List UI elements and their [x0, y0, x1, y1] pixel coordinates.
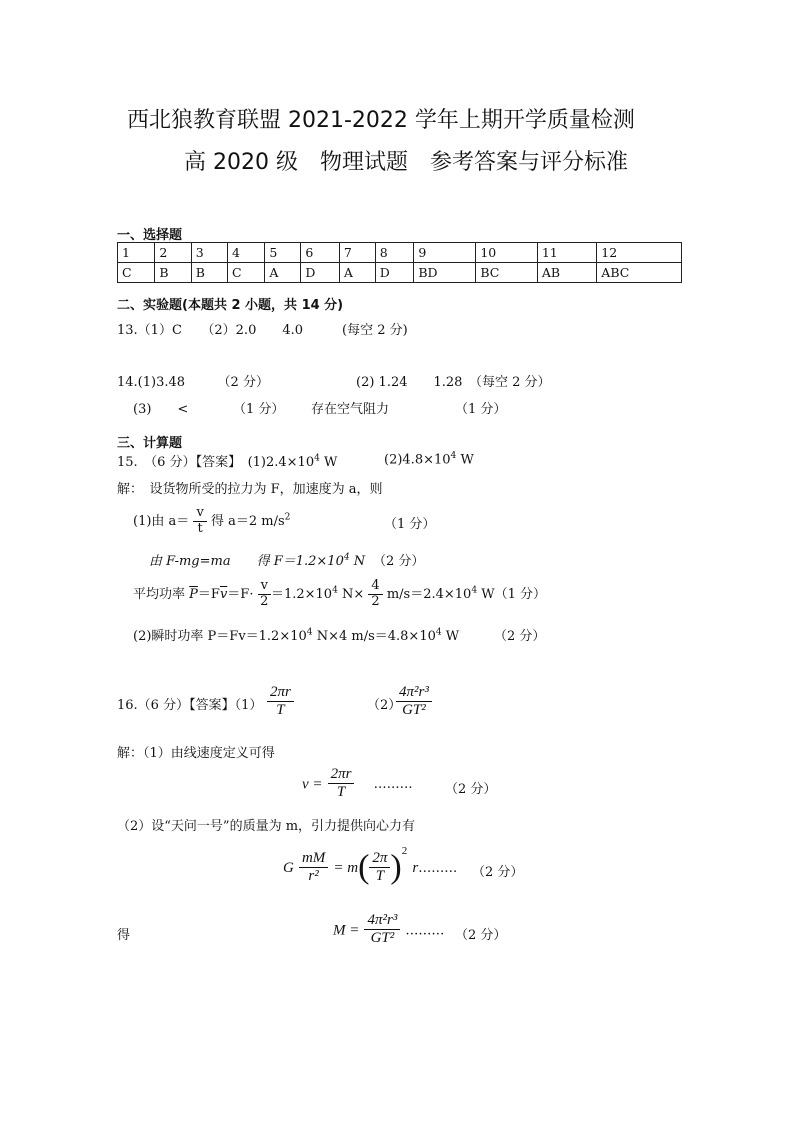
doc-title: 西北狼教育联盟 2021-2022 学年上期开学质量检测 — [127, 108, 635, 133]
q16-equation3: M = $\frac{\text{4π²r³}}{\text{GT²}}$ ……… — [333, 912, 445, 947]
table-cell: C — [228, 263, 265, 283]
table-cell: 12 — [597, 243, 682, 263]
q15-line1: (1)由 a＝ $\frac{v}{t}$ 得 a＝2 $m/s^2$ — [133, 505, 291, 536]
fraction: $\frac{2\pi r}{T}$ — [328, 766, 355, 802]
table-cell: BD — [414, 263, 476, 283]
table-cell: ABC — [597, 263, 682, 283]
table-cell: 1 — [118, 243, 155, 263]
q15-score2: （2 分） — [373, 554, 425, 569]
q14-reason: 存在空气阻力 — [311, 402, 390, 417]
q16-score3: （2 分） — [455, 928, 507, 943]
q16-answer-1 — [267, 684, 294, 720]
fraction: $\frac{2\pi r}{T}$ — [267, 684, 294, 720]
q16-de: 得 — [117, 928, 131, 943]
q13-answer: 13.（1）C （2）2.0 4.0 (每空 2 分) — [117, 323, 408, 338]
q15-line2: 由 F-mg=ma 得 $F=1.2\times 10^4$ N — [149, 552, 366, 569]
q16-answer: 16.（6 分）【答案】（1） — [117, 698, 263, 713]
table-cell: A — [265, 263, 301, 283]
section1-heading: 一、选择题 — [117, 228, 183, 243]
table-cell: A — [339, 263, 375, 283]
q14-score-d: （1 分） — [455, 402, 507, 417]
table-cell: 8 — [375, 243, 414, 263]
q15-answer-2: $(2)4.8\times 10^4$ W — [384, 451, 474, 468]
q16-equation1: v = $\frac{2\pi r}{T}$ ……… — [302, 766, 413, 801]
q14-answer-c: (3) < — [133, 402, 189, 417]
table-cell: D — [375, 263, 414, 283]
doc-subtitle: 高 2020 级 物理试题 参考答案与评分标准 — [184, 150, 628, 175]
q15-line4: (2)瞬时功率 $P=Fv=1.2\times 10^4$ N×4 $m/s=4.8\times 10^4$ W — [133, 627, 460, 644]
fraction: $\frac{v}{t}$ — [193, 506, 206, 537]
q15-score4: （2 分） — [494, 629, 546, 644]
q15-score1: （1 分） — [384, 517, 436, 532]
table-cell: 2 — [155, 243, 191, 263]
table-cell: 9 — [414, 243, 476, 263]
table-cell: 3 — [191, 243, 227, 263]
q15-line3: 平均功率 $\overline{P}=F\overline{v}=F\cdot$ $\frac{v}{2}$ $=1.2\times 10^4$ N× $\frac{4}{2}$ $m/s=2.4\times 10^4$ W（1 分） — [133, 578, 547, 609]
q15-answer: 15. （6 分）【答案】 $(1)2.4\times 10^4$ W — [117, 453, 338, 470]
q16-score1: （2 分） — [445, 782, 497, 797]
table-cell: 6 — [301, 243, 340, 263]
q15-intro: 解： 设货物所受的拉力为 F，加速度为 a，则 — [117, 482, 383, 497]
section2-heading: 二、实验题(本题共 2 小题，共 14 分) — [117, 298, 344, 313]
table-cell: B — [191, 263, 227, 283]
q16-equation2: G $\frac{mM}{\text{r²}}$ = m( $\frac{2\pi}{T}$ )$^2$ r……… — [283, 845, 458, 886]
table-cell: 10 — [476, 243, 537, 263]
fraction: $\frac{4}{2}$ — [368, 579, 382, 610]
table-cell: C — [118, 263, 155, 283]
table-cell: B — [155, 263, 191, 283]
fraction: $\frac{\text{4π²r³}}{\text{GT²}}$ — [396, 684, 432, 720]
fraction: $\frac{\text{4π²r³}}{\text{GT²}}$ — [364, 912, 400, 948]
table-row — [118, 243, 682, 263]
table-cell: 4 — [228, 243, 265, 263]
q16-score2: （2 分） — [472, 865, 524, 880]
q14-answer-a: 14.(1)3.48 （2 分） — [117, 375, 269, 390]
fraction: $\frac{v}{2}$ — [258, 579, 271, 610]
table-cell: 7 — [339, 243, 375, 263]
q16-answer-2 — [396, 684, 432, 720]
table-cell: AB — [537, 263, 596, 283]
q16-label-2: （2） — [367, 698, 402, 713]
answer-table — [117, 242, 682, 283]
table-cell: BC — [476, 263, 537, 283]
fraction: $\frac{2\pi}{T}$ — [369, 850, 390, 886]
q14-score-c: （1 分） — [233, 402, 285, 417]
table-cell: 5 — [265, 243, 301, 263]
q16-intro2: （2）设“天问一号”的质量为 m，引力提供向心力有 — [117, 819, 416, 834]
table-row — [118, 263, 682, 283]
q14-answer-b: (2) 1.24 1.28 （每空 2 分） — [356, 375, 551, 390]
fraction: $\frac{mM}{\text{r²}}$ — [299, 850, 328, 886]
q16-intro1: 解：（1）由线速度定义可得 — [117, 746, 275, 761]
table-cell: D — [301, 263, 340, 283]
table-cell: 11 — [537, 243, 596, 263]
section3-heading: 三、计算题 — [117, 436, 183, 451]
